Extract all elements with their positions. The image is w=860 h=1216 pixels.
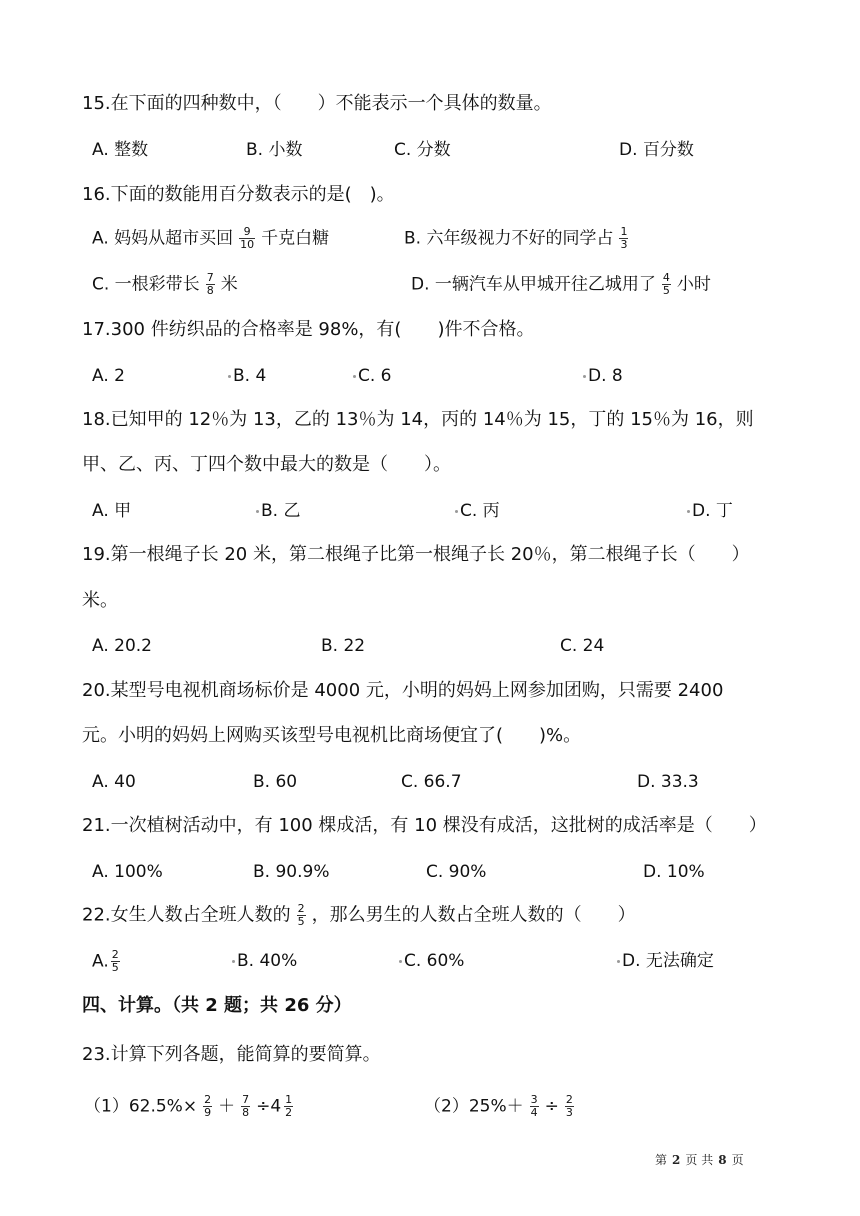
q18-option-a: A. 甲	[92, 501, 132, 521]
q15-option-a: A. 整数	[92, 140, 149, 160]
question-19-line-1: 19.第一根绳子长 20 米，第二根绳子比第一根绳子长 20％，第二根绳子长（ ）	[82, 544, 750, 565]
fraction: $\frac{3}{4}$	[530, 1093, 538, 1119]
q16-option-d: D. 一辆汽车从甲城开往乙城用了 $\frac{4}{5}$ 小时	[411, 271, 711, 297]
q21-option-a: A. 100%	[92, 862, 163, 882]
q20-option-a: A. 40	[92, 772, 136, 792]
q15-option-c: C. 分数	[394, 140, 451, 160]
q20-option-b: B. 60	[253, 772, 298, 792]
question-15: 15.在下面的四种数中，（ ）不能表示一个具体的数量。	[82, 93, 552, 114]
q18-option-d: D. 丁	[687, 499, 733, 523]
fraction: $\frac{2}{3}$	[565, 1093, 573, 1119]
question-22: 22.女生人数占全班人数的 $\frac{2}{5}$ ，那么男生的人数占全班人数的（ ）	[82, 902, 636, 928]
q15-option-d: D. 百分数	[619, 140, 694, 160]
q15-option-b: B. 小数	[246, 140, 303, 160]
q16-option-c: C. 一根彩带长 $\frac{7}{8}$ 米	[92, 271, 238, 297]
q17-option-c: C. 6	[353, 364, 392, 388]
question-16: 16.下面的数能用百分数表示的是( )。	[82, 184, 395, 205]
question-18-line-2: 甲、乙、丙、丁四个数中最大的数是（ ）。	[82, 454, 451, 475]
q16-option-b: B. 六年级视力不好的同学占 $\frac{1}{3}$	[404, 225, 628, 251]
question-19-line-2: 米。	[82, 590, 118, 611]
fraction: $\frac{7}{8}$	[206, 271, 214, 297]
q22-option-d: D. 无法确定	[617, 949, 714, 973]
q22-option-a: A. $\frac{2}{5}$	[92, 948, 119, 974]
fraction: $\frac{4}{5}$	[662, 271, 670, 297]
question-21: 21.一次植树活动中，有 100 棵成活，有 10 棵没有成活，这批树的成活率是（ ）	[82, 815, 767, 836]
q16-option-a: A. 妈妈从超市买回 $\frac{9}{10}$ 千克白糖	[92, 225, 330, 251]
q23-part-1: （1）62.5%× $\frac{2}{9}$ ＋ $\frac{7}{8}$ ÷4 $\frac{1}{2}$	[84, 1093, 293, 1119]
q17-option-b: B. 4	[228, 364, 266, 388]
section-heading: 四、计算。（共 2 题；共 26 分）	[82, 995, 352, 1016]
fraction: $\frac{2}{5}$	[297, 902, 305, 928]
q19-option-c: C. 24	[560, 636, 605, 656]
fraction: $\frac{2}{9}$	[204, 1093, 212, 1119]
q19-option-a: A. 20.2	[92, 636, 152, 656]
q19-option-b: B. 22	[321, 636, 366, 656]
fraction: $\frac{2}{5}$	[111, 948, 119, 974]
q17-option-a: A. 2	[92, 366, 125, 386]
q18-option-c: C. 丙	[455, 499, 500, 523]
page-footer: 第 2 页 共 8 页	[655, 1153, 744, 1167]
fraction: $\frac{1}{2}$	[285, 1093, 293, 1119]
fraction: $\frac{9}{10}$	[240, 225, 255, 251]
question-17: 17.300 件纺织品的合格率是 98%，有( )件不合格。	[82, 319, 535, 340]
q22-option-c: C. 60%	[399, 949, 464, 973]
q20-option-c: C. 66.7	[401, 772, 462, 792]
q23-part-2: （2）25%＋ $\frac{3}{4}$ ÷ $\frac{2}{3}$	[424, 1093, 573, 1119]
q22-option-b: B. 40%	[232, 949, 297, 973]
question-18-line-1: 18.已知甲的 12％为 13，乙的 13％为 14，丙的 14％为 15，丁的 15％为 16，则	[82, 409, 754, 430]
q20-option-d: D. 33.3	[637, 772, 699, 792]
q21-option-d: D. 10%	[643, 862, 705, 882]
q18-option-b: B. 乙	[256, 499, 300, 523]
q21-option-c: C. 90%	[426, 862, 487, 882]
q17-option-d: D. 8	[583, 364, 623, 388]
question-20-line-2: 元。小明的妈妈上网购买该型号电视机比商场便宜了( )%。	[82, 725, 582, 746]
q21-option-b: B. 90.9%	[253, 862, 330, 882]
fraction: $\frac{7}{8}$	[242, 1093, 250, 1119]
question-20-line-1: 20.某型号电视机商场标价是 4000 元，小明的妈妈上网参加团购，只需要 2400	[82, 680, 724, 701]
question-23: 23.计算下列各题，能简算的要简算。	[82, 1044, 381, 1065]
fraction: $\frac{1}{3}$	[620, 225, 628, 251]
